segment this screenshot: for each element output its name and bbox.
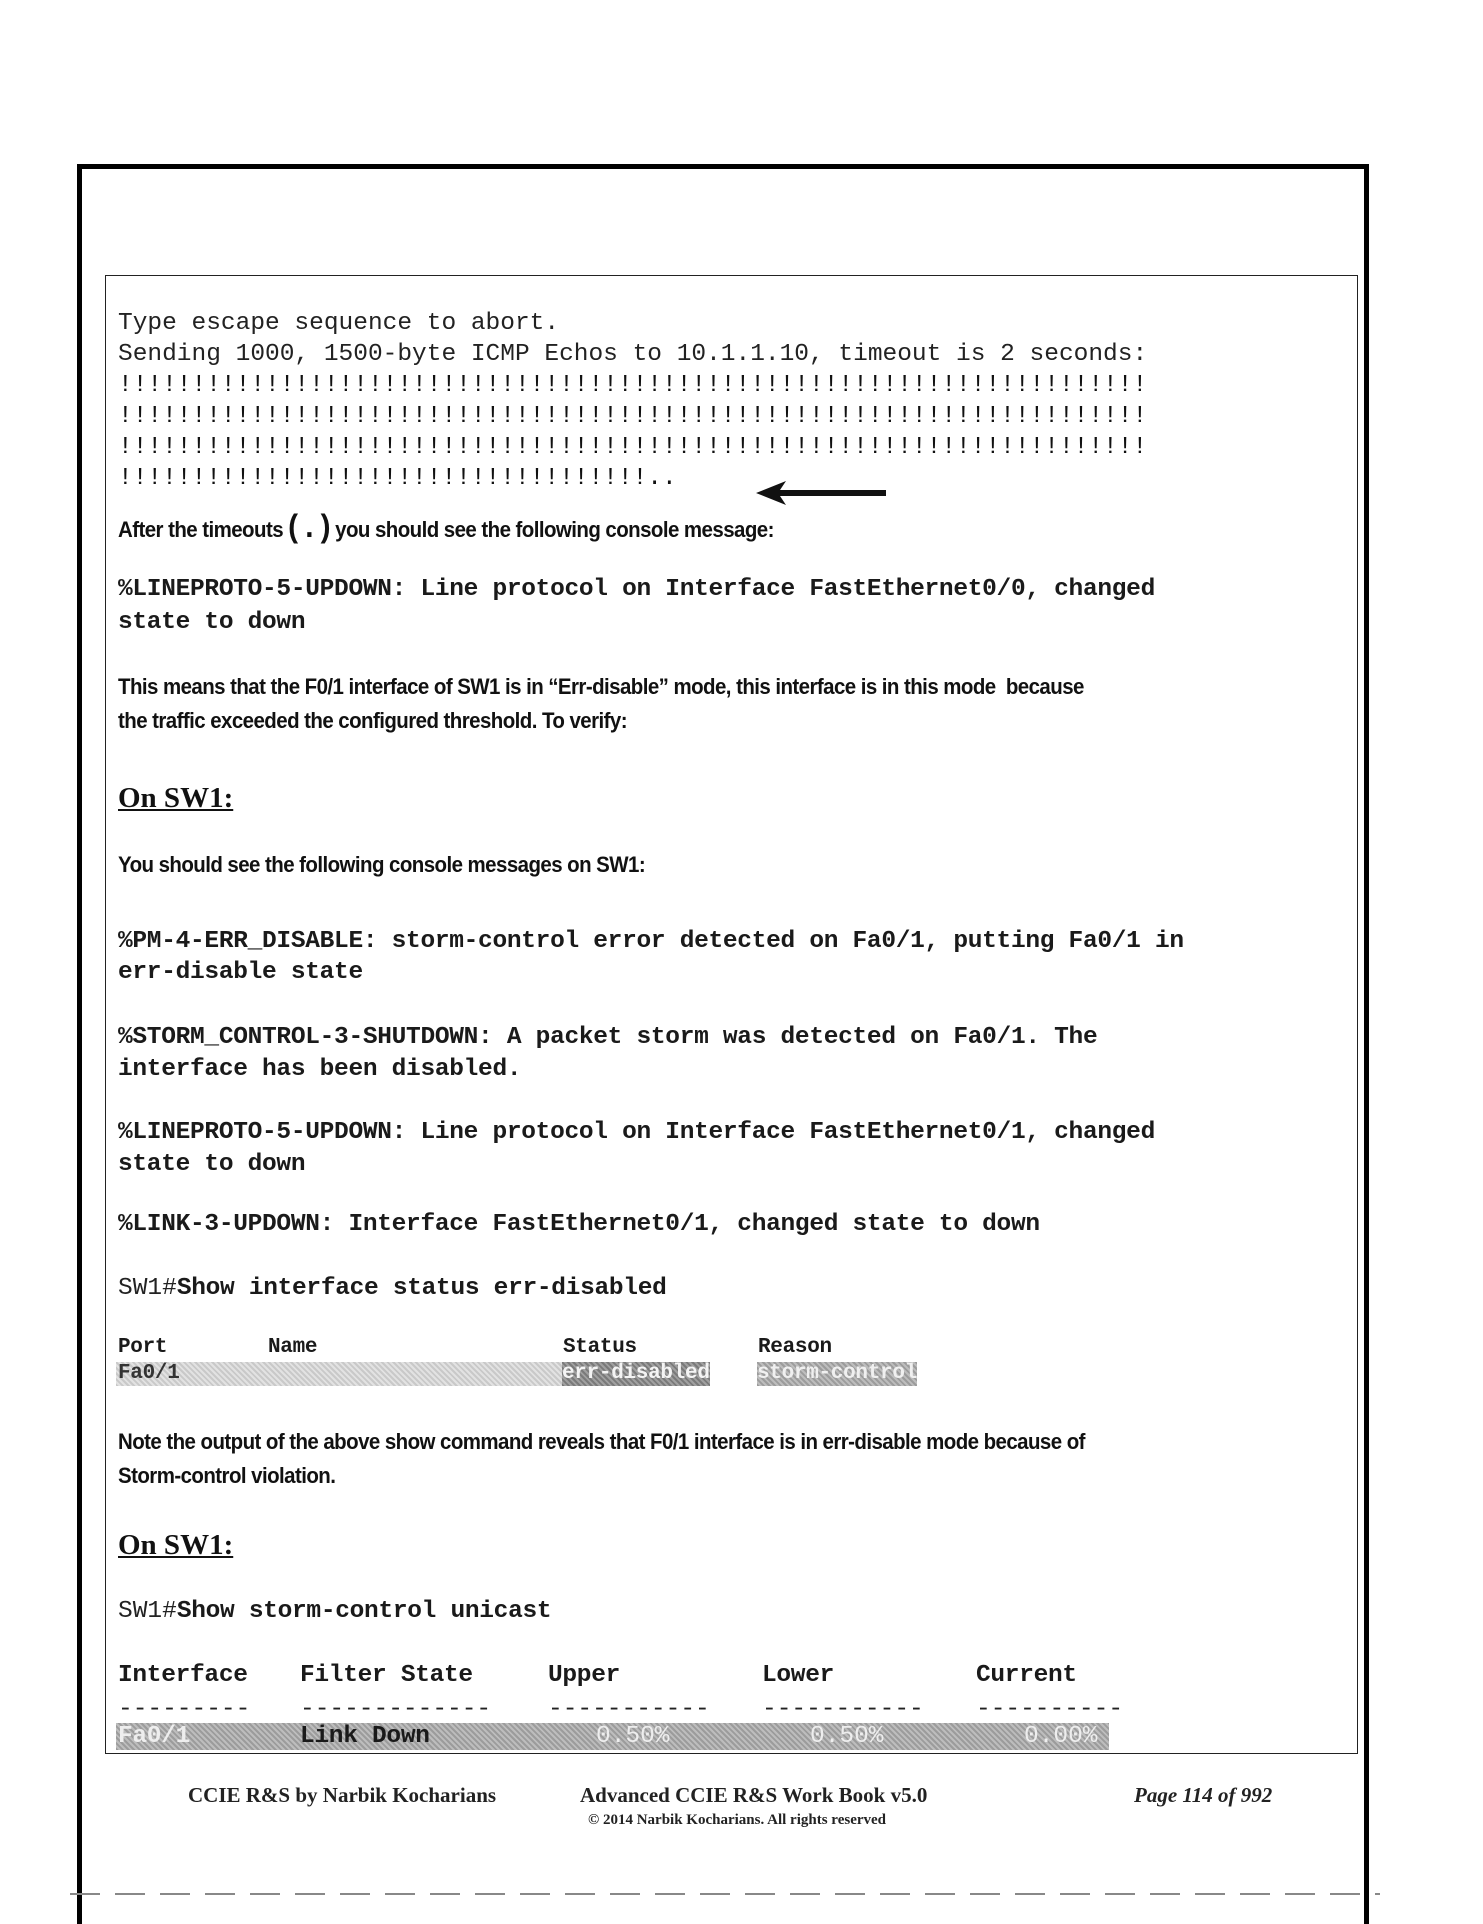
explanation-text: This means that the F0/1 interface of SW1 is in “Err-disable” mode, this interface is in this mode because [118, 674, 1084, 699]
footer-page-number: Page 114 of 992 [1134, 1783, 1273, 1807]
ping-result-row: !!!!!!!!!!!!!!!!!!!!!!!!!!!!!!!!!!!!!!!!!!!!!!!!!!!!!!!!!!!!!!!!!!!!!! [118, 372, 1148, 399]
footer-author: CCIE R&S by Narbik Kocharians [188, 1783, 497, 1807]
column-header: Lower [762, 1662, 835, 1689]
pm-err-disable-message-cont: err-disable state [118, 959, 363, 986]
explanation-text-cont: the traffic exceeded the configured threshold. To verify: [118, 708, 627, 733]
after-timeouts-after: you should see the following console message: [329, 517, 774, 542]
footer-copyright: © 2014 Narbik Kocharians. All rights reserved [588, 1812, 887, 1828]
lower-cell: 0.50% [810, 1723, 884, 1750]
after-timeouts-before: After the timeouts [118, 517, 289, 542]
header-divider: --------- [118, 1696, 251, 1723]
row-highlight [116, 1362, 562, 1386]
current-cell: 0.00% [1024, 1723, 1098, 1750]
port-cell: Fa0/1 [118, 1362, 180, 1385]
column-header: Reason [758, 1336, 832, 1359]
ping-result-row: !!!!!!!!!!!!!!!!!!!!!!!!!!!!!!!!!!!!!!!!!!!!!!!!!!!!!!!!!!!!!!!!!!!!!! [118, 403, 1148, 430]
pm-err-disable-message: %PM-4-ERR_DISABLE: storm-control error detected on Fa0/1, putting Fa0/1 in [118, 928, 1184, 955]
column-header: Current [976, 1662, 1077, 1689]
ping-abort-line: Type escape sequence to abort. [118, 310, 560, 337]
header-divider: ------------- [300, 1696, 492, 1723]
after-timeouts-text [118, 510, 774, 542]
console-intro-text: You should see the following console messages on SW1: [118, 852, 646, 877]
lineproto-f01-message-cont: state to down [118, 1151, 306, 1178]
header-divider: ---------- [976, 1696, 1124, 1723]
column-header: Status [563, 1336, 637, 1359]
footer-book-title: Advanced CCIE R&S Work Book v5.0 [580, 1783, 928, 1807]
section-heading: On SW1: [118, 782, 234, 814]
section-heading: On SW1: [118, 1529, 234, 1561]
interface-cell: Fa0/1 [118, 1723, 191, 1750]
column-header: Interface [118, 1662, 248, 1689]
show-storm-control-command [118, 1600, 551, 1625]
storm-shutdown-message: %STORM_CONTROL-3-SHUTDOWN: A packet storm was detected on Fa0/1. The [118, 1024, 1098, 1051]
upper-cell: 0.50% [596, 1723, 670, 1750]
content-box [105, 275, 1358, 1754]
note-text: Note the output of the above show command reveals that F0/1 interface is in err-disable mode because of [118, 1429, 1085, 1454]
column-header: Filter State [300, 1662, 473, 1689]
header-divider: ----------- [762, 1696, 924, 1723]
page-bottom-edge [70, 1893, 1380, 1895]
storm-shutdown-message-cont: interface has been disabled. [118, 1056, 522, 1083]
reason-cell: storm-control [757, 1362, 917, 1385]
cli-prompt: SW1# [118, 1275, 177, 1302]
note-text-cont: Storm-control violation. [118, 1463, 336, 1488]
filter-state-cell: Link Down [300, 1723, 430, 1750]
ping-result-row: !!!!!!!!!!!!!!!!!!!!!!!!!!!!!!!!!!!!!!!!!!!!!!!!!!!!!!!!!!!!!!!!!!!!!! [118, 434, 1148, 461]
cli-command: Show interface status err-disabled [176, 1275, 667, 1302]
column-header: Upper [548, 1662, 621, 1689]
lineproto-f00-message-cont: state to down [118, 609, 306, 636]
timeout-symbol: ( . ) [288, 508, 330, 544]
cli-command: Show storm-control unicast [176, 1598, 552, 1625]
left-arrow-icon [756, 480, 886, 506]
column-header: Name [268, 1336, 318, 1359]
ping-result-row: !!!!!!!!!!!!!!!!!!!!!!!!!!!!!!!!!!!!.. [118, 465, 677, 492]
cli-prompt: SW1# [118, 1598, 177, 1625]
lineproto-f00-message: %LINEPROTO-5-UPDOWN: Line protocol on Interface FastEthernet0/0, changed [118, 576, 1155, 603]
lineproto-f01-message: %LINEPROTO-5-UPDOWN: Line protocol on Interface FastEthernet0/1, changed [118, 1119, 1155, 1146]
show-errdisabled-command [118, 1277, 667, 1302]
column-header: Port [118, 1336, 168, 1359]
status-cell: err-disabled [562, 1362, 710, 1385]
ping-sending-line: Sending 1000, 1500-byte ICMP Echos to 10.1.1.10, timeout is 2 seconds: [118, 341, 1148, 368]
link-updown-message: %LINK-3-UPDOWN: Interface FastEthernet0/1, changed state to down [118, 1211, 1040, 1238]
header-divider: ----------- [548, 1696, 710, 1723]
